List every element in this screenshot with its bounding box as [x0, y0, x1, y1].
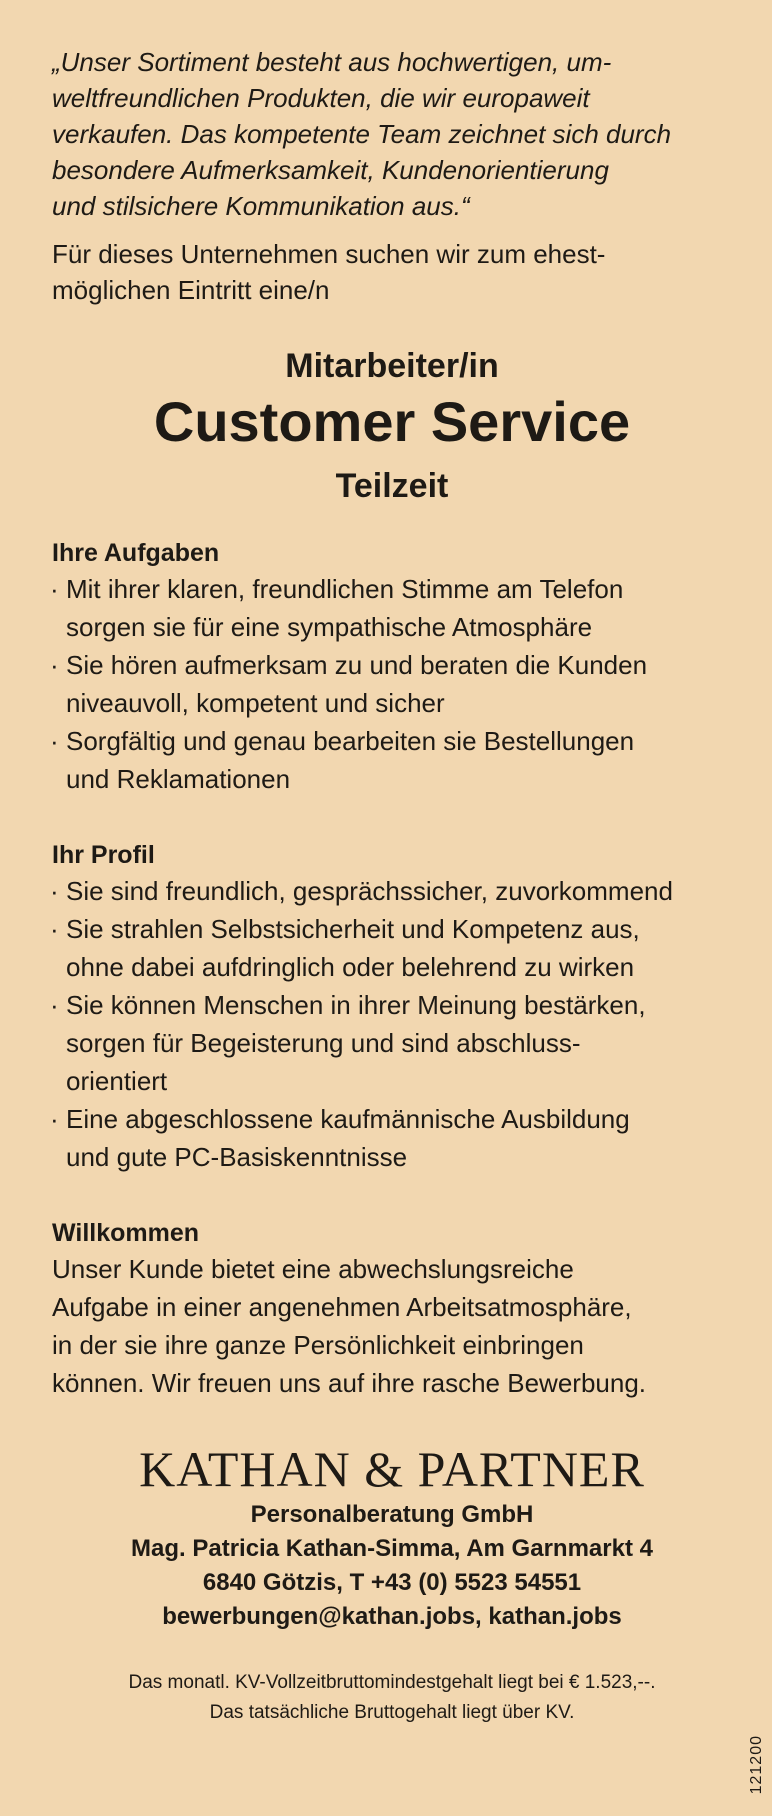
intro-line: Für dieses Unternehmen suchen wir zum ehest-: [52, 239, 606, 269]
job-title-main: Customer Service: [153, 390, 631, 453]
quote-line: verkaufen. Das kompetente Team zeichnet sich durch: [52, 119, 672, 149]
profile-list: [52, 872, 732, 1176]
company-email-web: bewerbungen@kathan.jobs, kathan.jobs: [162, 1603, 622, 1630]
job-title-type: Teilzeit: [335, 467, 449, 505]
section-profil: [52, 838, 732, 1176]
tasks-list: [52, 570, 732, 798]
list-item: [52, 986, 732, 1100]
company-quote: [52, 44, 732, 224]
list-item-line: · Sie können Menschen in ihrer Meinung bestärken,: [66, 990, 646, 1020]
salary-note-line: Das monatl. KV-Vollzeitbruttomindestgehalt liegt bei € 1.523,--.: [128, 1672, 656, 1693]
company-phone: 6840 Götzis, T +43 (0) 5523 54551: [202, 1569, 582, 1596]
list-item: [52, 646, 732, 722]
section-heading: Ihre Aufgaben: [52, 539, 220, 567]
list-item-line: sorgen sie für eine sympathische Atmosphäre: [66, 612, 593, 642]
welcome-line: in der sie ihre ganze Persönlichkeit einbringen: [52, 1330, 584, 1360]
company-contact: Mag. Patricia Kathan-Simma, Am Garnmarkt 4: [131, 1535, 653, 1562]
welcome-line: Aufgabe in einer angenehmen Arbeitsatmosphäre,: [52, 1292, 632, 1322]
list-item-line: sorgen für Begeisterung und sind abschluss-: [66, 1028, 581, 1058]
job-title-block: [52, 346, 732, 508]
intro-line: möglichen Eintritt eine/n: [52, 275, 330, 305]
list-item: [52, 910, 732, 986]
list-item-line: · Sorgfältig und genau bearbeiten sie Bestellungen: [66, 726, 635, 756]
quote-line: „Unser Sortiment besteht aus hochwertigen, um-: [52, 47, 612, 77]
welcome-line: Unser Kunde bietet eine abwechslungsreiche: [52, 1254, 574, 1284]
salary-note: [52, 1668, 732, 1728]
quote-line: besondere Aufmerksamkeit, Kundenorientierung: [52, 155, 609, 185]
company-logo-text: KATHAN & PARTNER: [139, 1441, 645, 1497]
list-item-line: · Sie strahlen Selbstsicherheit und Kompetenz aus,: [66, 914, 640, 944]
list-item-line: und gute PC-Basiskenntnisse: [66, 1142, 408, 1172]
list-item-line: · Sie hören aufmerksam zu und beraten die Kunden: [66, 650, 648, 680]
ad-content: [52, 44, 732, 1728]
list-item-line: · Sie sind freundlich, gesprächssicher, zuvorkommend: [66, 876, 673, 906]
section-heading: Willkommen: [52, 1219, 200, 1247]
list-item: [52, 872, 732, 910]
section-heading: Ihr Profil: [52, 841, 155, 869]
list-item: [52, 722, 732, 798]
list-item-line: · Eine abgeschlossene kaufmännische Ausbildung: [66, 1104, 630, 1134]
quote-line: weltfreundlichen Produkten, die wir europaweit: [52, 83, 590, 113]
list-item-line: · Mit ihrer klaren, freundlichen Stimme am Telefon: [66, 574, 624, 604]
salary-note-line: Das tatsächliche Bruttogehalt liegt über KV.: [209, 1702, 575, 1723]
job-title-role: Mitarbeiter/in: [285, 347, 499, 385]
quote-line: und stilsichere Kommunikation aus.“: [52, 191, 470, 221]
section-aufgaben: [52, 536, 732, 798]
company-legal-name: Personalberatung GmbH: [250, 1501, 534, 1528]
welcome-line: können. Wir freuen uns auf ihre rasche Bewerbung.: [52, 1368, 647, 1398]
intro-text: [52, 236, 732, 308]
list-item: [52, 570, 732, 646]
company-block: [52, 1440, 732, 1634]
list-item-line: niveauvoll, kompetent und sicher: [66, 688, 445, 718]
list-item: [52, 1100, 732, 1176]
section-willkommen: [52, 1216, 732, 1402]
welcome-text: [52, 1250, 732, 1402]
list-item-line: und Reklamationen: [66, 764, 291, 794]
list-item-line: orientiert: [66, 1066, 168, 1096]
list-item-line: ohne dabei aufdringlich oder belehrend zu wirken: [66, 952, 635, 982]
ad-code: 121200: [748, 1734, 765, 1794]
